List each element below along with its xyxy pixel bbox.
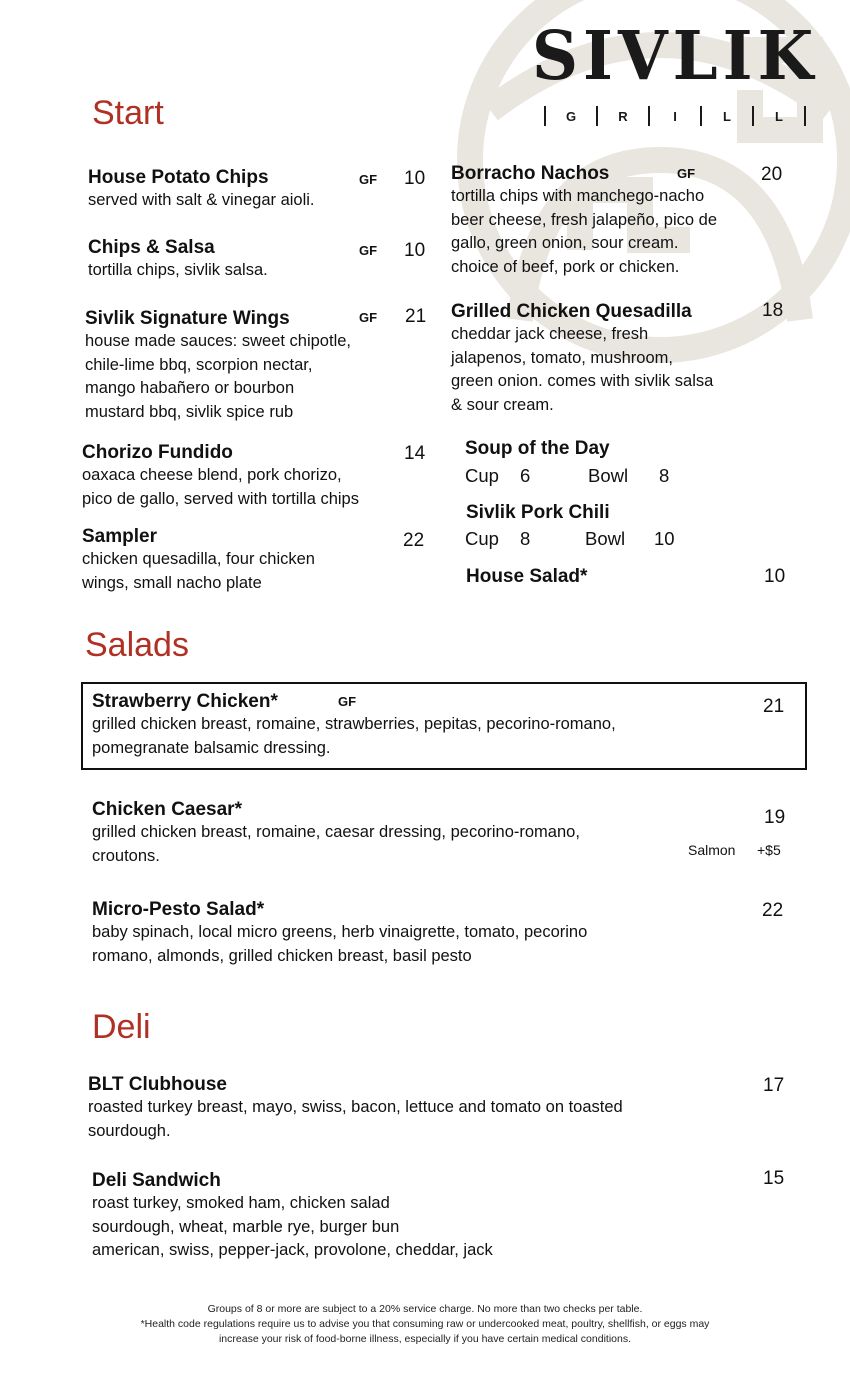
item-price: 10 [764, 566, 786, 587]
item-desc: tortilla chips with manchego-nacho [451, 187, 705, 205]
item-name: Micro-Pesto Salad* [92, 899, 265, 920]
soup-bowl-label: Bowl [588, 465, 629, 486]
soup-bowl-price: 8 [659, 465, 670, 486]
section-title-start: Start [92, 94, 164, 132]
menu-item-pork-chili [466, 501, 610, 524]
item-name: Grilled Chicken Quesadilla [451, 301, 692, 322]
gf-badge: GF [359, 172, 378, 187]
section-title-deli: Deli [92, 1008, 151, 1046]
footer-line: *Health code regulations require us to advise you that consuming raw or undercooked meat, poultry, shellfish, or eggs may [140, 1318, 710, 1330]
brand-logo [522, 17, 828, 126]
item-desc: oaxaca cheese blend, pork chorizo, [82, 466, 342, 484]
item-name: Sampler [82, 526, 157, 547]
chili-cup-price: 8 [520, 528, 531, 549]
item-name: Chicken Caesar* [92, 799, 242, 820]
menu-item-micro-pesto-salad [92, 898, 732, 968]
gf-badge: GF [338, 694, 357, 709]
item-price: 22 [403, 530, 425, 551]
item-price: 21 [405, 306, 427, 327]
item-desc: cheddar jack cheese, fresh [451, 325, 649, 343]
item-price: 14 [404, 443, 426, 464]
item-desc: romano, almonds, grilled chicken breast, basil pesto [92, 946, 472, 965]
item-price: 10 [404, 240, 426, 261]
logo-letter: R [618, 108, 628, 124]
item-name: Sivlik Signature Wings [85, 308, 290, 329]
item-desc: beer cheese, fresh jalapeño, pico de [451, 210, 718, 229]
logo-letter: L [775, 108, 783, 124]
menu-item-house-salad [466, 565, 587, 588]
item-desc: chile-lime bbq, scorpion nectar, [85, 355, 313, 374]
item-desc: croutons. [92, 846, 160, 865]
item-price: 15 [763, 1168, 785, 1189]
item-desc: pico de gallo, served with tortilla chips [82, 489, 359, 508]
addon-label: Salmon [688, 842, 736, 858]
menu-item-deli-sandwich [92, 1169, 732, 1263]
gf-badge: GF [677, 166, 696, 181]
footer-notice [60, 1302, 790, 1347]
addon-price: +$5 [757, 842, 781, 858]
menu-item-blt-clubhouse [88, 1073, 748, 1143]
item-desc: house made sauces: sweet chipotle, [85, 332, 351, 350]
item-desc: tortilla chips, sivlik salsa. [88, 261, 268, 279]
item-desc: served with salt & vinegar aioli. [88, 191, 315, 209]
item-name: House Potato Chips [88, 167, 269, 188]
item-desc: jalapenos, tomato, mushroom, [451, 348, 673, 367]
item-name: Borracho Nachos [451, 163, 610, 184]
menu-item-grilled-chicken-quesadilla [451, 300, 771, 417]
menu-item-soup-of-the-day [465, 437, 610, 460]
item-desc: mango habañero or bourbon [85, 379, 295, 397]
footer-line: increase your risk of food-borne illness, especially if you have certain medical conditions. [218, 1333, 632, 1345]
item-price: 20 [761, 164, 783, 185]
item-price: 21 [763, 696, 785, 717]
logo-wordmark: SIVLIK [531, 17, 819, 96]
chili-bowl-label: Bowl [585, 528, 626, 549]
menu-item-chicken-caesar [92, 798, 692, 868]
item-desc: choice of beef, pork or chicken. [451, 257, 680, 276]
item-name: BLT Clubhouse [88, 1074, 227, 1095]
item-name: Strawberry Chicken* [92, 691, 278, 712]
section-title-salads: Salads [85, 626, 189, 664]
item-desc: roasted turkey breast, mayo, swiss, bacon, lettuce and tomato on toasted [88, 1098, 623, 1116]
item-name: Chips & Salsa [88, 237, 215, 258]
logo-subtitle [522, 106, 828, 126]
item-price: 19 [764, 807, 786, 828]
logo-letter: L [723, 108, 731, 124]
item-price: 22 [762, 900, 784, 921]
chili-cup-label: Cup [465, 528, 499, 549]
item-desc: roast turkey, smoked ham, chicken salad [92, 1194, 390, 1212]
gf-badge: GF [359, 243, 378, 258]
gf-badge: GF [359, 310, 378, 325]
item-desc: chicken quesadilla, four chicken [82, 550, 315, 568]
footer-line: Groups of 8 or more are subject to a 20% service charge. No more than two checks per table. [207, 1303, 643, 1315]
item-desc: baby spinach, local micro greens, herb vinaigrette, tomato, pecorino [92, 923, 588, 941]
item-price: 17 [763, 1075, 785, 1096]
item-desc: & sour cream. [451, 395, 554, 414]
logo-divider [804, 106, 806, 126]
item-desc: sourdough, wheat, marble rye, burger bun [92, 1217, 400, 1236]
item-desc: gallo, green onion, sour cream. [451, 234, 679, 252]
menu-item-borracho-nachos [451, 162, 771, 279]
item-desc: sourdough. [88, 1121, 171, 1140]
chili-bowl-price: 10 [654, 528, 675, 549]
item-name: Soup of the Day [465, 438, 610, 459]
item-desc: grilled chicken breast, romaine, caesar dressing, pecorino-romano, [92, 823, 580, 841]
logo-letter: G [565, 108, 577, 124]
item-name: Sivlik Pork Chili [466, 502, 610, 523]
item-price: 18 [762, 300, 784, 321]
item-name: House Salad* [466, 566, 588, 587]
item-desc: grilled chicken breast, romaine, strawberries, pepitas, pecorino-romano, [92, 715, 616, 733]
item-desc: pomegranate balsamic dressing. [92, 738, 331, 757]
item-name: Deli Sandwich [92, 1170, 221, 1191]
item-price: 10 [404, 168, 426, 189]
item-desc: wings, small nacho plate [82, 573, 262, 592]
menu-item-chorizo-fundido [82, 441, 422, 511]
soup-cup-price: 6 [520, 465, 531, 486]
menu-item-sampler [82, 525, 412, 595]
logo-letter: I [673, 108, 677, 124]
menu-item-strawberry-chicken [92, 690, 732, 760]
item-desc: green onion. comes with sivlik salsa [451, 372, 714, 390]
soup-cup-label: Cup [465, 465, 499, 486]
item-name: Chorizo Fundido [82, 442, 233, 463]
item-desc: mustard bbq, sivlik spice rub [85, 402, 294, 421]
item-desc: american, swiss, pepper-jack, provolone, cheddar, jack [92, 1241, 493, 1259]
